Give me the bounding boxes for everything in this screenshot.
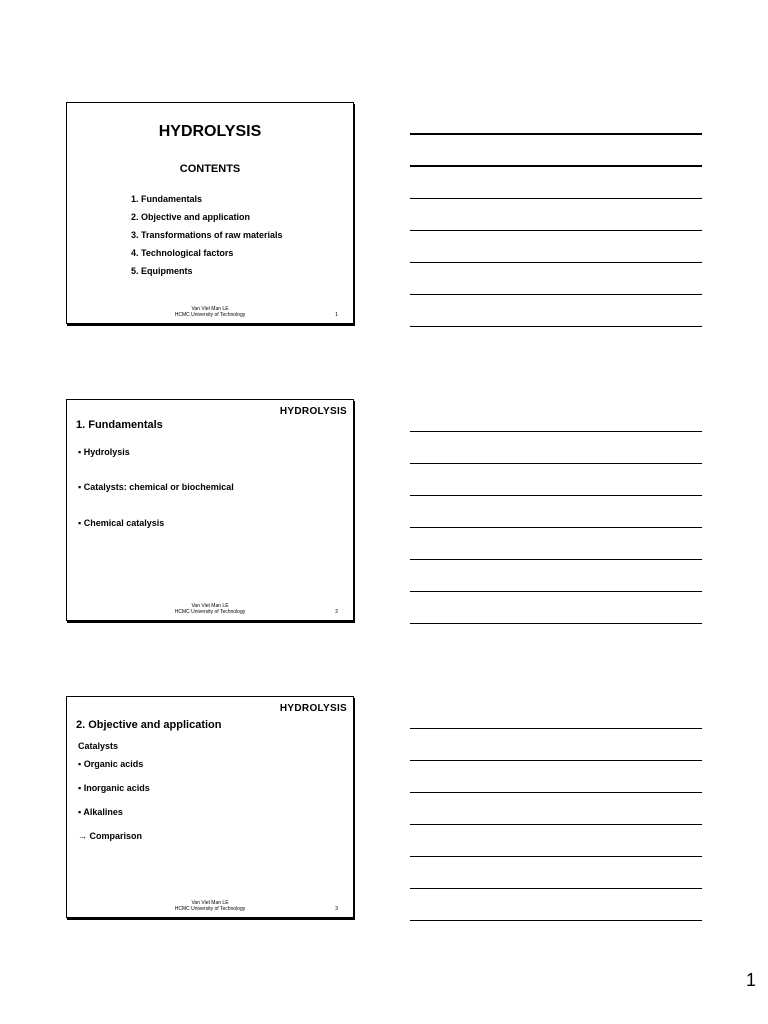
slide-author: Van Viet Man LE (191, 900, 229, 906)
contents-list (131, 193, 283, 283)
contents-item: 5. Equipments (131, 266, 193, 276)
contents-item: 4. Technological factors (131, 248, 234, 258)
note-line (410, 431, 702, 432)
note-line (410, 591, 702, 592)
slide-1-title: HYDROLYSIS (158, 123, 262, 140)
note-line (410, 133, 702, 135)
note-line (410, 463, 702, 464)
slide-1-subtitle: CONTENTS (179, 163, 241, 175)
slide-number: 2 (335, 609, 338, 615)
bullet-item: ▪ Organic acids (78, 759, 144, 769)
note-line (410, 559, 702, 560)
bullet-item: ▪ Catalysts: chemical or biochemical (78, 482, 234, 492)
catalysts-label: Catalysts (78, 741, 119, 751)
contents-item: 2. Objective and application (131, 212, 251, 222)
slide-author: Van Viet Man LE (191, 603, 229, 609)
slide-institution: HCMC University of Technology (174, 312, 246, 318)
bullet-item: ▪ Inorganic acids (78, 783, 150, 793)
contents-item: 3. Transformations of raw materials (131, 230, 283, 240)
note-line (410, 262, 702, 263)
bullet-item: ▪ Hydrolysis (78, 447, 130, 457)
note-line (410, 920, 702, 921)
bullet-item: ▪ Alkalines (78, 807, 123, 817)
slide-2 (66, 399, 354, 621)
note-line (410, 728, 702, 729)
note-line (410, 792, 702, 793)
slide-number: 1 (335, 312, 338, 318)
note-line (410, 824, 702, 825)
slide-brand: HYDROLYSIS (279, 703, 347, 714)
note-line (410, 888, 702, 889)
slide-1 (66, 102, 354, 324)
slide-footer (67, 603, 353, 615)
slide-number: 3 (335, 906, 338, 912)
note-line (410, 198, 702, 199)
slide-3 (66, 696, 354, 918)
slide-3-heading: 2. Objective and application (76, 719, 222, 731)
document-page-number: 1 (745, 970, 756, 990)
note-line (410, 623, 702, 624)
note-line (410, 165, 702, 167)
note-line (410, 760, 702, 761)
slide-institution: HCMC University of Technology (174, 609, 246, 615)
slide-footer (67, 900, 353, 912)
note-line (410, 326, 702, 327)
slide-footer (67, 306, 353, 318)
slide-2-heading: 1. Fundamentals (76, 419, 163, 431)
note-line (410, 230, 702, 231)
slide-author: Van Viet Man LE (191, 306, 229, 312)
comparison-item: → Comparison (78, 831, 143, 841)
note-line (410, 527, 702, 528)
note-line (410, 856, 702, 857)
note-line (410, 495, 702, 496)
slide-brand: HYDROLYSIS (279, 406, 347, 417)
note-line (410, 294, 702, 295)
contents-item: 1. Fundamentals (131, 194, 203, 204)
slide-institution: HCMC University of Technology (174, 906, 246, 912)
bullet-item: ▪ Chemical catalysis (78, 518, 165, 528)
